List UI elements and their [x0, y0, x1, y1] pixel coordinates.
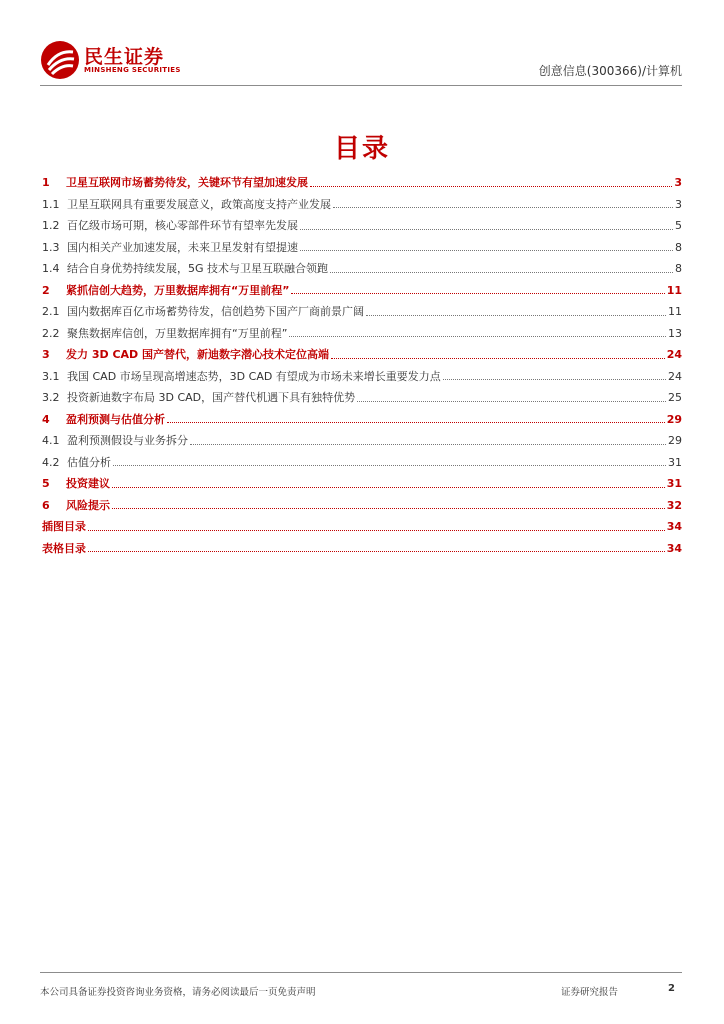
toc-entry-number: 1 — [42, 176, 50, 189]
toc-entry[interactable] — [42, 409, 682, 431]
toc-entry-page: 24 — [666, 348, 682, 361]
report-tag: 创意信息(300366)/计算机 — [538, 64, 682, 78]
toc-entry-title: 投资新迪数字布局 3D CAD，国产替代机遇下具有独特优势 — [67, 391, 356, 404]
toc-dot-leader — [289, 335, 666, 337]
brand-name-en: MINSHENG SECURITIES — [84, 66, 181, 74]
toc-dot-leader — [167, 421, 665, 423]
toc-dot-leader — [310, 185, 672, 187]
toc-entry-title: 发力 3D CAD 国产替代，新迪数字潜心技术定位高端 — [66, 348, 329, 361]
toc-entry[interactable] — [42, 301, 682, 323]
toc-entry-page: 34 — [666, 541, 682, 555]
toc-entry-title: 紧抓信创大趋势，万里数据库拥有“万里前程” — [66, 283, 290, 297]
toc-entry[interactable] — [42, 172, 682, 194]
footer-divider — [40, 972, 682, 973]
toc-entry-number: 4.1 — [42, 434, 60, 447]
toc-entry-page: 32 — [666, 498, 682, 512]
toc-entry[interactable] — [42, 344, 682, 366]
toc-entry-page: 3 — [674, 176, 682, 189]
toc-entry[interactable] — [42, 452, 682, 474]
toc-entry-number: 6 — [42, 498, 50, 512]
toc-entry-title: 结合自身优势持续发展，5G 技术与卫星互联融合领跑 — [67, 262, 329, 275]
toc-entry-number: 3 — [42, 348, 50, 361]
toc-entry-number: 5 — [42, 477, 50, 490]
toc-entry[interactable] — [42, 258, 682, 280]
toc-entry-number: 3.2 — [42, 391, 60, 404]
brand-name-cn: 民生证券 — [84, 46, 165, 68]
toc-entry-page: 24 — [668, 369, 682, 383]
toc-entry[interactable] — [42, 495, 682, 517]
toc-entry-number: 1.3 — [42, 240, 60, 254]
toc-entry-page: 5 — [675, 219, 682, 232]
page-number: 2 — [668, 983, 675, 994]
toc-entry-title: 风险提示 — [66, 498, 110, 512]
toc-entry[interactable] — [42, 430, 682, 452]
toc-entry[interactable] — [42, 366, 682, 388]
toc-dot-leader — [88, 529, 665, 531]
page-header — [40, 40, 682, 80]
toc-entry-page: 8 — [675, 262, 682, 275]
toc-entry[interactable] — [42, 473, 682, 495]
toc-entry[interactable] — [42, 516, 682, 538]
toc-entry-title: 表格目录 — [42, 541, 86, 555]
toc-entry-title: 卫星互联网市场蓄势待发，关键环节有望加速发展 — [66, 176, 308, 189]
toc-entry-title: 国内数据库百亿市场蓄势待发，信创趋势下国产厂商前景广阔 — [67, 305, 364, 318]
toc-dot-leader — [291, 292, 664, 294]
toc-entry-page: 8 — [675, 240, 682, 254]
toc-entry-title: 卫星互联网具有重要发展意义，政策高度支持产业发展 — [67, 197, 331, 211]
toc-entry[interactable] — [42, 280, 682, 302]
toc-entry[interactable] — [42, 237, 682, 259]
toc-dot-leader — [113, 464, 666, 466]
toc-entry[interactable] — [42, 387, 682, 409]
toc-entry-title: 聚焦数据库信创，万里数据库拥有“万里前程” — [67, 326, 288, 340]
toc-entry[interactable] — [42, 323, 682, 345]
page-title: 目录 — [333, 134, 390, 164]
toc-entry-page: 34 — [666, 520, 682, 533]
toc-entry[interactable] — [42, 194, 682, 216]
toc-entry-number: 2.1 — [42, 305, 60, 318]
toc-entry-page: 25 — [668, 391, 682, 404]
toc-entry-number: 2 — [42, 283, 50, 297]
footer-disclaimer: 本公司具备证券投资咨询业务资格，请务必阅读最后一页免责声明 — [40, 987, 316, 998]
toc-dot-leader — [330, 271, 673, 273]
toc-entry[interactable] — [42, 215, 682, 237]
toc-entry-title: 估值分析 — [67, 455, 111, 469]
toc-dot-leader — [190, 443, 666, 445]
toc-entry-page: 13 — [668, 326, 682, 340]
toc-entry[interactable] — [42, 538, 682, 560]
toc-entry-title: 我国 CAD 市场呈现高增速态势，3D CAD 有望成为市场未来增长重要发力点 — [67, 369, 441, 383]
toc-dot-leader — [357, 400, 666, 402]
toc-dot-leader — [331, 357, 665, 359]
toc-entry-page: 31 — [666, 477, 682, 490]
toc-dot-leader — [300, 249, 673, 251]
toc-dot-leader — [366, 314, 666, 316]
toc-entry-page: 3 — [675, 197, 682, 211]
toc-entry-title: 盈利预测与估值分析 — [66, 412, 165, 426]
toc-dot-leader — [112, 486, 665, 488]
toc-dot-leader — [443, 378, 666, 380]
toc-entry-page: 29 — [668, 434, 682, 447]
toc-entry-number: 2.2 — [42, 326, 60, 340]
toc-entry-number: 4 — [42, 412, 50, 426]
toc-dot-leader — [300, 228, 673, 230]
toc-entry-number: 1.1 — [42, 197, 60, 211]
toc-entry-number: 3.1 — [42, 369, 60, 383]
toc-entry-page: 11 — [666, 283, 682, 297]
table-of-contents — [42, 172, 682, 559]
toc-entry-number: 1.4 — [42, 262, 60, 275]
toc-dot-leader — [112, 507, 665, 509]
footer-report-type: 证券研究报告 — [561, 987, 619, 998]
toc-entry-title: 百亿级市场可期，核心零部件环节有望率先发展 — [67, 219, 298, 232]
toc-entry-title: 插图目录 — [42, 520, 86, 533]
toc-entry-page: 29 — [666, 412, 682, 426]
toc-entry-title: 盈利预测假设与业务拆分 — [67, 434, 188, 447]
toc-entry-page: 11 — [668, 305, 682, 318]
toc-entry-number: 4.2 — [42, 455, 60, 469]
toc-dot-leader — [88, 550, 665, 552]
toc-entry-page: 31 — [668, 455, 682, 469]
toc-entry-title: 投资建议 — [66, 477, 110, 490]
toc-entry-number: 1.2 — [42, 219, 60, 232]
header-divider — [40, 85, 682, 86]
toc-entry-title: 国内相关产业加速发展，未来卫星发射有望提速 — [67, 240, 298, 254]
toc-dot-leader — [333, 206, 673, 208]
minsheng-logo-icon — [40, 40, 80, 80]
